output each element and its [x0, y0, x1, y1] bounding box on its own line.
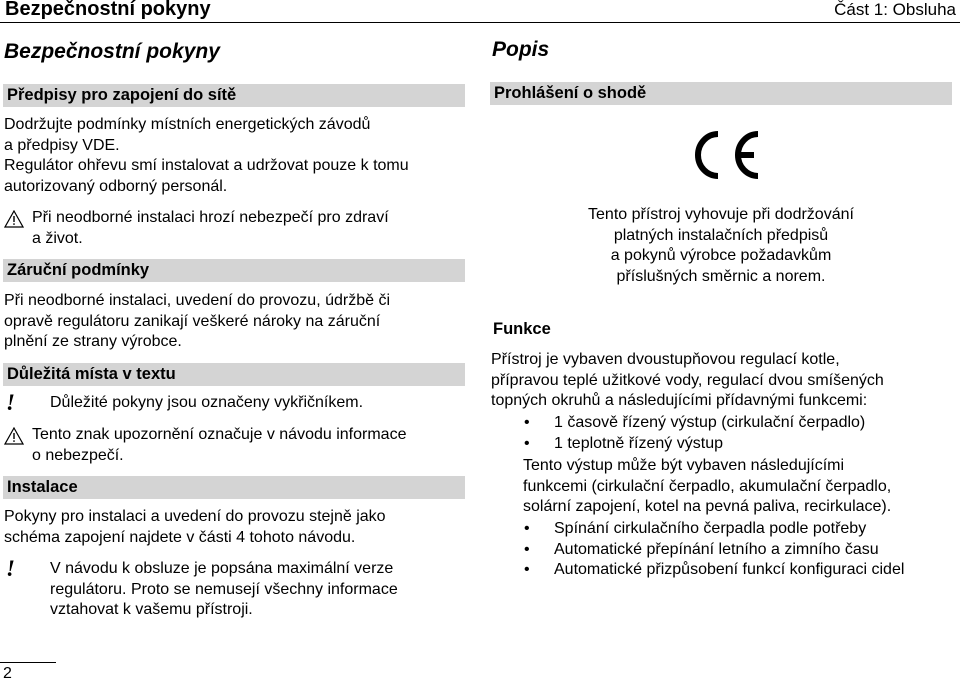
- exclamation-icon: !: [6, 390, 15, 415]
- list-item: • 1 časově řízený výstup (cirkulační čerpadlo): [520, 413, 956, 434]
- functions-list-1: [520, 413, 956, 454]
- functions-list-2: [520, 519, 956, 581]
- ce-mark-icon: [686, 128, 760, 182]
- page-number: 2: [3, 665, 12, 682]
- warranty-text: Při neodborné instalaci, uvedení do provozu, údržbě či opravě regulátoru zanikají veškeré nároky na záruční plnění ze strany výrobce.: [4, 292, 391, 350]
- right-section-title: Popis: [492, 38, 550, 61]
- warning-block-2: Tento znak upozornění označuje v návodu informace o nebezpečí.: [4, 425, 466, 466]
- bar-installation: Instalace: [3, 476, 465, 499]
- warning-block-1: Při neodborné instalaci hrozí nebezpečí pro zdraví a život.: [4, 208, 466, 249]
- running-header-part: Část 1: Obsluha: [834, 0, 956, 19]
- functions-intro: Přístroj je vybaven dvoustupňovou regulací kotle, přípravou teplé užitkové vody, regulací dvou smíšených topných okruhů a následujícími přídavnými funkcemi:: [491, 351, 884, 409]
- left-section-title: Bezpečnostní pokyny: [4, 40, 220, 63]
- bar-functions: Funkce: [490, 318, 952, 341]
- bar-warranty: Záruční podmínky: [3, 259, 465, 282]
- functions-mid-text: Tento výstup může být vybaven následujícími funkcemi (cirkulační čerpadlo, akumulační čerpadlo, solární zapojení, kotel na pevná paliva, recirkulace).: [523, 457, 892, 515]
- installation-text: Pokyny pro instalaci a uvedení do provozu stejně jako schéma zapojení najdete v části 4 tohoto návodu.: [4, 508, 386, 546]
- bar-network-rules: Předpisy pro zapojení do sítě: [3, 84, 465, 107]
- network-rules-text: Dodržujte podmínky místních energetických závodů a předpisy VDE. Regulátor ohřevu smí instalovat a udržovat pouze k tomu autorizovaný odborný personál.: [4, 116, 409, 195]
- warning-triangle-icon: [4, 210, 24, 228]
- running-header-title: Bezpečnostní pokyny: [5, 0, 211, 20]
- header-rule: [0, 22, 960, 23]
- footer-rule: [0, 662, 56, 663]
- list-item: • 1 teplotně řízený výstup: [520, 434, 956, 455]
- warning-triangle-icon: [4, 427, 24, 445]
- list-item: • Spínání cirkulačního čerpadla podle potřeby: [520, 519, 956, 540]
- bar-conformity: Prohlášení o shodě: [490, 82, 952, 105]
- list-item: • Automatické přepínání letního a zimního času: [520, 540, 956, 561]
- exclamation-icon: !: [6, 556, 15, 581]
- bar-important-places: Důležitá místa v textu: [3, 363, 465, 386]
- list-item: • Automatické přizpůsobení funkcí konfiguraci cidel: [520, 560, 956, 581]
- exclamation-note-1: ! Důležité pokyny jsou označeny vykřičníkem.: [6, 390, 364, 415]
- exclamation-note-2: ! V návodu k obsluze je popsána maximální verze regulátoru. Proto se nemusejí všechny informace vztahovat k vašemu přístroji.: [6, 556, 398, 618]
- conformity-text: Tento přístroj vyhovuje při dodržování platných instalačních předpisů a pokynů výrobce požadavkům příslušných směrnic a norem.: [588, 206, 854, 285]
